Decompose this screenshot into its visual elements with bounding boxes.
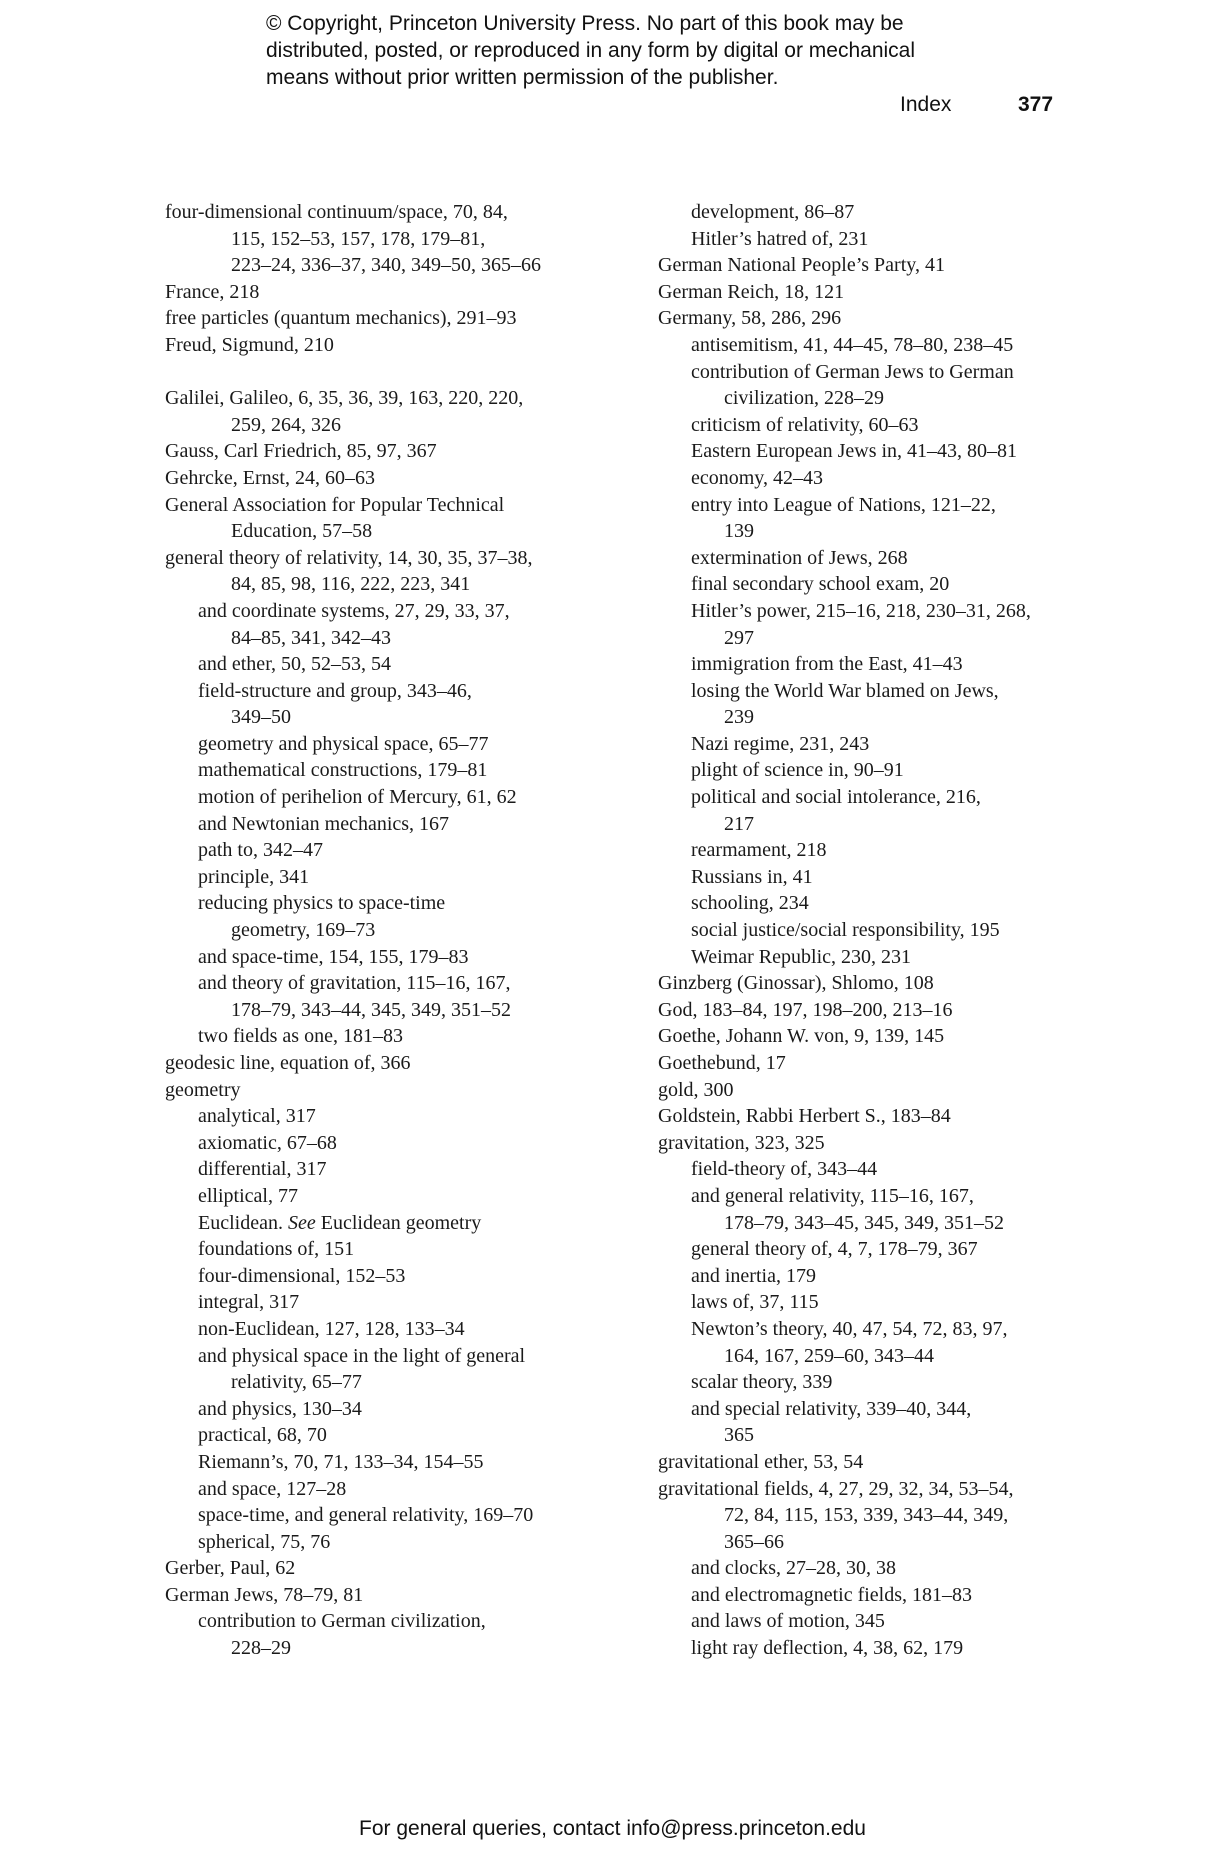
index-subentry: geometry and physical space, 65–77 (198, 732, 489, 755)
index-entry: gravitational ether, 53, 54 (658, 1450, 864, 1473)
index-subentry: and Newtonian mechanics, 167 (198, 812, 450, 835)
index-column-left (165, 199, 635, 1662)
index-entry-continuation: 178–79, 343–45, 345, 349, 351–52 (724, 1211, 1004, 1234)
index-subentry (165, 1210, 635, 1237)
index-entry: Goldstein, Rabbi Herbert S., 183–84 (658, 1105, 951, 1128)
index-entry: France, 218 (165, 280, 260, 303)
index-subentry: four-dimensional, 152–53 (198, 1264, 406, 1287)
index-entry-continuation: 84, 85, 98, 116, 222, 223, 341 (231, 573, 471, 596)
copyright-line: means without prior written permission of the publisher. (266, 66, 779, 89)
index-subentry: contribution to German civilization, (198, 1610, 486, 1633)
index-entry-continuation: 84–85, 341, 342–43 (231, 626, 391, 649)
index-entry: German Jews, 78–79, 81 (165, 1583, 364, 1606)
index-entry-continuation: geometry, 169–73 (231, 919, 376, 942)
copyright-line: distributed, posted, or reproduced in any form by digital or mechanical (266, 39, 916, 62)
index-subentry: plight of science in, 90–91 (691, 759, 904, 782)
index-subentry: final secondary school exam, 20 (691, 573, 950, 596)
index-subentry: and theory of gravitation, 115–16, 167, (198, 972, 511, 995)
index-entry: geodesic line, equation of, 366 (165, 1052, 411, 1074)
index-subentry: non-Euclidean, 127, 128, 133–34 (198, 1317, 465, 1340)
index-subentry: and physical space in the light of general (198, 1344, 526, 1367)
index-subentry: antisemitism, 41, 44–45, 78–80, 238–45 (691, 333, 1014, 356)
index-entry-continuation: civilization, 228–29 (724, 387, 884, 410)
index-subentry: and coordinate systems, 27, 29, 33, 37, (198, 599, 510, 622)
index-subentry: laws of, 37, 115 (691, 1291, 819, 1314)
index-entry: Gehrcke, Ernst, 24, 60–63 (165, 466, 375, 489)
index-subentry: social justice/social responsibility, 195 (691, 919, 1000, 942)
index-entry-continuation: 217 (724, 812, 754, 835)
entry-gap (165, 359, 635, 386)
index-subentry: principle, 341 (198, 865, 310, 888)
running-head (900, 93, 1055, 121)
index-entry: gravitational fields, 4, 27, 29, 32, 34, 53–54, (658, 1477, 1014, 1500)
index-entry-continuation: 164, 167, 259–60, 343–44 (724, 1344, 934, 1367)
index-subentry: motion of perihelion of Mercury, 61, 62 (198, 786, 517, 809)
index-entry: gold, 300 (658, 1078, 734, 1101)
index-subentry: and laws of motion, 345 (691, 1610, 885, 1633)
index-entry-continuation: 72, 84, 115, 153, 339, 343–44, 349, (724, 1504, 1009, 1527)
index-subentry: Eastern European Jews in, 41–43, 80–81 (691, 440, 1018, 463)
index-subentry: and general relativity, 115–16, 167, (691, 1184, 974, 1207)
cross-reference-see: See (287, 1211, 316, 1234)
index-entry: Germany, 58, 286, 296 (658, 307, 842, 330)
index-subentry: entry into League of Nations, 121–22, (691, 493, 996, 516)
copyright-notice (266, 10, 1026, 91)
index-entry: German Reich, 18, 121 (658, 280, 845, 303)
index-entry: Ginzberg (Ginossar), Shlomo, 108 (658, 972, 934, 995)
copyright-line: © Copyright, Princeton University Press. No part of this book may be (266, 12, 904, 35)
index-subentry: spherical, 75, 76 (198, 1530, 331, 1553)
index-entry-continuation: 228–29 (231, 1637, 291, 1660)
index-subentry: foundations of, 151 (198, 1238, 355, 1261)
index-entry-continuation: 259, 264, 326 (231, 413, 341, 436)
index-subentry: rearmament, 218 (691, 839, 827, 862)
index-subentry: political and social intolerance, 216, (691, 786, 981, 809)
index-subentry: light ray deflection, 4, 38, 62, 179 (691, 1637, 964, 1660)
index-subentry: field-structure and group, 343–46, (198, 679, 472, 702)
index-entry: God, 183–84, 197, 198–200, 213–16 (658, 998, 953, 1021)
index-subentry: criticism of relativity, 60–63 (691, 413, 919, 436)
index-subentry: mathematical constructions, 179–81 (198, 759, 488, 782)
index-subentry: Nazi regime, 231, 243 (691, 732, 870, 755)
index-subentry: economy, 42–43 (691, 466, 824, 489)
index-subentry: Russians in, 41 (691, 865, 813, 888)
index-subentry: and special relativity, 339–40, 344, (691, 1397, 972, 1420)
index-subentry: development, 86–87 (691, 201, 855, 223)
index-entry: Goethe, Johann W. von, 9, 139, 145 (658, 1025, 945, 1048)
index-subentry: and space, 127–28 (198, 1477, 347, 1500)
cross-reference-target: Euclidean geometry (315, 1211, 482, 1234)
index-subentry: integral, 317 (198, 1291, 300, 1314)
index-subentry: Riemann’s, 70, 71, 133–34, 154–55 (198, 1450, 484, 1473)
index-subentry: losing the World War blamed on Jews, (691, 679, 999, 702)
section-title: Index (900, 93, 952, 116)
index-subentry: differential, 317 (198, 1158, 327, 1181)
index-entry: Gerber, Paul, 62 (165, 1557, 296, 1580)
index-entry-continuation: 178–79, 343–44, 345, 349, 351–52 (231, 998, 511, 1021)
index-subentry: scalar theory, 339 (691, 1371, 833, 1394)
index-subentry: and electromagnetic fields, 181–83 (691, 1583, 973, 1606)
index-entry-continuation: Education, 57–58 (231, 520, 373, 543)
index-entry: General Association for Popular Technical (165, 493, 505, 516)
footer-contact: For general queries, contact info@press.princeton.edu (359, 1817, 866, 1840)
index-entry: geometry (165, 1078, 241, 1101)
index-subentry: two fields as one, 181–83 (198, 1025, 403, 1048)
index-entry-continuation: 365–66 (724, 1530, 784, 1553)
index-subentry: and space-time, 154, 155, 179–83 (198, 945, 469, 968)
index-entry-continuation: 365 (724, 1424, 754, 1447)
index-subentry: path to, 342–47 (198, 839, 323, 862)
index-subentry: and inertia, 179 (691, 1264, 816, 1287)
page-number: 377 (1018, 93, 1054, 116)
index-subentry: practical, 68, 70 (198, 1424, 327, 1447)
index-entry-continuation: 349–50 (231, 706, 291, 729)
index-subentry: space-time, and general relativity, 169–70 (198, 1504, 534, 1527)
index-column-right (658, 199, 1128, 1662)
index-subentry: elliptical, 77 (198, 1184, 298, 1207)
index-subentry: Weimar Republic, 230, 231 (691, 945, 912, 968)
index-subentry: field-theory of, 343–44 (691, 1158, 878, 1181)
index-entry-continuation: relativity, 65–77 (231, 1371, 362, 1394)
index-entry: gravitation, 323, 325 (658, 1131, 825, 1154)
index-subentry: Hitler’s power, 215–16, 218, 230–31, 268, (691, 599, 1031, 622)
index-subentry: general theory of, 4, 7, 178–79, 367 (691, 1238, 978, 1261)
index-entry: four-dimensional continuum/space, 70, 84, (165, 201, 508, 223)
index-subentry: contribution of German Jews to German (691, 360, 1014, 383)
index-entry: general theory of relativity, 14, 30, 35, 37–38, (165, 546, 533, 569)
index-subentry: and clocks, 27–28, 30, 38 (691, 1557, 896, 1580)
index-subentry: and ether, 50, 52–53, 54 (198, 653, 392, 676)
index-subentry: Newton’s theory, 40, 47, 54, 72, 83, 97, (691, 1317, 1008, 1340)
entry-text: Euclidean. (198, 1211, 288, 1234)
index-subentry: Hitler’s hatred of, 231 (691, 227, 869, 250)
index-entry-continuation: 223–24, 336–37, 340, 349–50, 365–66 (231, 254, 541, 277)
index-entry: Galilei, Galileo, 6, 35, 36, 39, 163, 220, 220, (165, 387, 524, 410)
index-entry: Goethebund, 17 (658, 1052, 786, 1074)
index-entry: free particles (quantum mechanics), 291–93 (165, 307, 517, 330)
index-entry-continuation: 297 (724, 626, 754, 649)
index-subentry: schooling, 234 (691, 892, 809, 915)
index-entry-continuation: 139 (724, 520, 754, 543)
index-subentry: analytical, 317 (198, 1105, 316, 1128)
index-entry: Gauss, Carl Friedrich, 85, 97, 367 (165, 440, 437, 463)
index-subentry: and physics, 130–34 (198, 1397, 362, 1420)
index-subentry: reducing physics to space-time (198, 892, 446, 915)
index-entry-continuation: 115, 152–53, 157, 178, 179–81, (231, 227, 486, 250)
index-subentry: axiomatic, 67–68 (198, 1131, 337, 1154)
index-subentry: extermination of Jews, 268 (691, 546, 908, 569)
index-subentry: immigration from the East, 41–43 (691, 653, 963, 676)
index-entry: Freud, Sigmund, 210 (165, 333, 334, 356)
index-entry-continuation: 239 (724, 706, 754, 729)
index-entry: German National People’s Party, 41 (658, 254, 945, 277)
